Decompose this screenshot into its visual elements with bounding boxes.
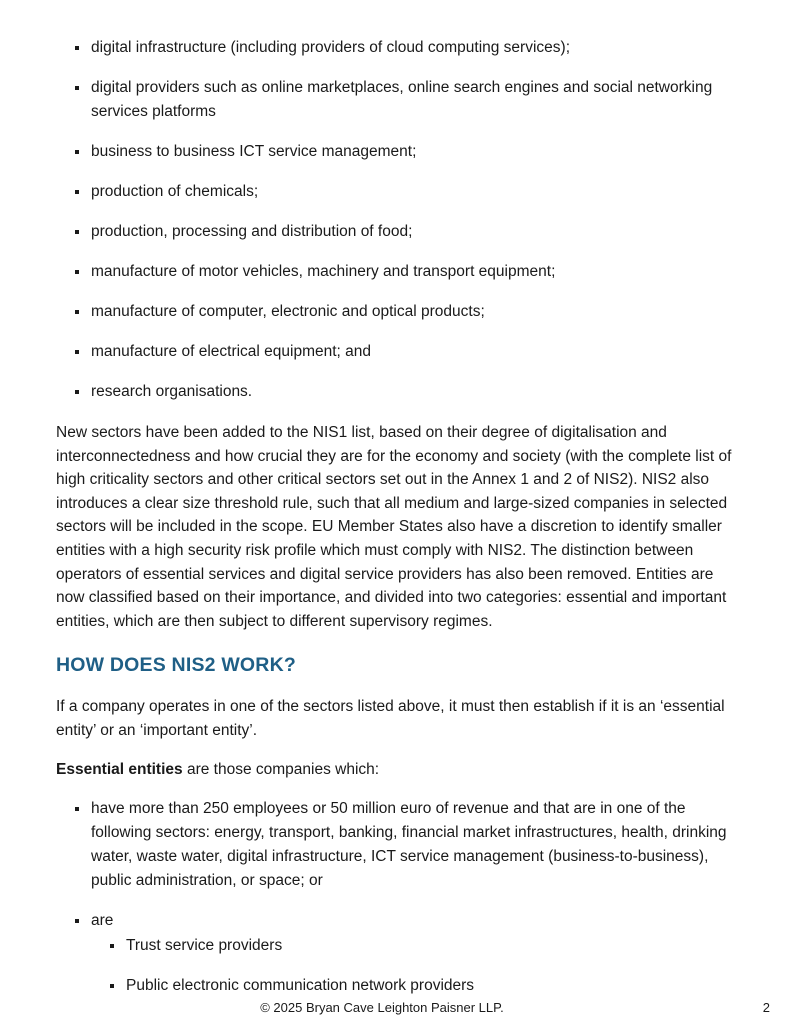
list-item-text: are bbox=[91, 912, 114, 929]
bullet-icon bbox=[75, 390, 79, 394]
sub-list-item-text: Trust service providers bbox=[126, 937, 283, 954]
list-item-text: manufacture of motor vehicles, machinery and transport equipment; bbox=[91, 263, 556, 280]
list-item bbox=[56, 300, 746, 324]
sub-list-item bbox=[91, 934, 746, 958]
list-item-text: research organisations. bbox=[91, 383, 253, 400]
list-item bbox=[56, 36, 746, 60]
essential-entities-term: Essential entities bbox=[56, 761, 183, 778]
bullet-icon bbox=[75, 46, 79, 50]
list-item bbox=[56, 220, 746, 244]
bullet-icon bbox=[75, 270, 79, 274]
list-item-text: digital providers such as online marketplaces, online search engines and social networking services platforms bbox=[91, 79, 713, 120]
sectors-paragraph: New sectors have been added to the NIS1 list, based on their degree of digitalisation and interconnectedness and how crucial they are for the economy and society (with the complete list of high criticality sectors and other critical sectors set out in the Annex 1 and 2 of NIS2). NIS2 also introduces a clear size threshold rule, such that all medium and large-sized companies in selected sectors will be included in the scope. EU Member States also have a discretion to identify smaller entities with a high security risk profile which must comply with NIS2. The distinction between operators of essential services and digital service providers has also been removed. Entities are now classified based on their importance, and divided into two categories: essential and important entities, which are then subject to different supervisory regimes. bbox=[56, 424, 732, 630]
provider-sub-list bbox=[91, 934, 746, 998]
list-item bbox=[56, 380, 746, 404]
page-footer bbox=[0, 1000, 800, 1018]
bullet-icon bbox=[75, 86, 79, 90]
bullet-icon bbox=[75, 350, 79, 354]
sector-bullet-list bbox=[56, 36, 746, 420]
essential-bullet-list bbox=[56, 797, 746, 1014]
bullet-icon bbox=[75, 150, 79, 154]
list-item-text: have more than 250 employees or 50 million euro of revenue and that are in one of the following sectors: energy, transport, banking, financial market infrastructures, health, drinking water, waste water, digital infrastructure, ICT service management (business-to-business), public administration, or space; or bbox=[91, 800, 727, 889]
bullet-icon bbox=[75, 230, 79, 234]
bullet-icon bbox=[75, 310, 79, 314]
sub-list-item bbox=[91, 974, 746, 998]
list-item bbox=[56, 340, 746, 364]
bullet-icon bbox=[110, 944, 114, 948]
essential-intro bbox=[56, 758, 746, 782]
list-item bbox=[56, 260, 746, 284]
list-item-text: business to business ICT service management; bbox=[91, 143, 417, 160]
list-item-text: production, processing and distribution of food; bbox=[91, 223, 413, 240]
bullet-icon bbox=[75, 919, 79, 923]
list-item-text: digital infrastructure (including providers of cloud computing services); bbox=[91, 39, 570, 56]
bullet-icon bbox=[75, 190, 79, 194]
bullet-icon bbox=[110, 984, 114, 988]
list-item bbox=[56, 909, 746, 998]
essential-intro-text: are those companies which: bbox=[182, 761, 380, 778]
bullet-icon bbox=[75, 807, 79, 811]
list-item bbox=[56, 180, 746, 204]
list-item-text: manufacture of electrical equipment; and bbox=[91, 343, 372, 360]
list-item bbox=[56, 76, 746, 124]
list-item-text: production of chemicals; bbox=[91, 183, 259, 200]
list-item bbox=[56, 140, 746, 164]
list-item bbox=[56, 797, 746, 893]
sub-list-item-text: Public electronic communication network providers bbox=[126, 977, 475, 994]
list-item-text: manufacture of computer, electronic and optical products; bbox=[91, 303, 485, 320]
section-heading: HOW DOES NIS2 WORK? bbox=[56, 654, 296, 676]
how-paragraph: If a company operates in one of the sectors listed above, it must then establish if it is an ‘essential entity’ or an ‘important entity’. bbox=[56, 698, 725, 739]
copyright-notice: © 2025 Bryan Cave Leighton Paisner LLP. bbox=[260, 1000, 504, 1015]
page-number: 2 bbox=[762, 1000, 770, 1015]
